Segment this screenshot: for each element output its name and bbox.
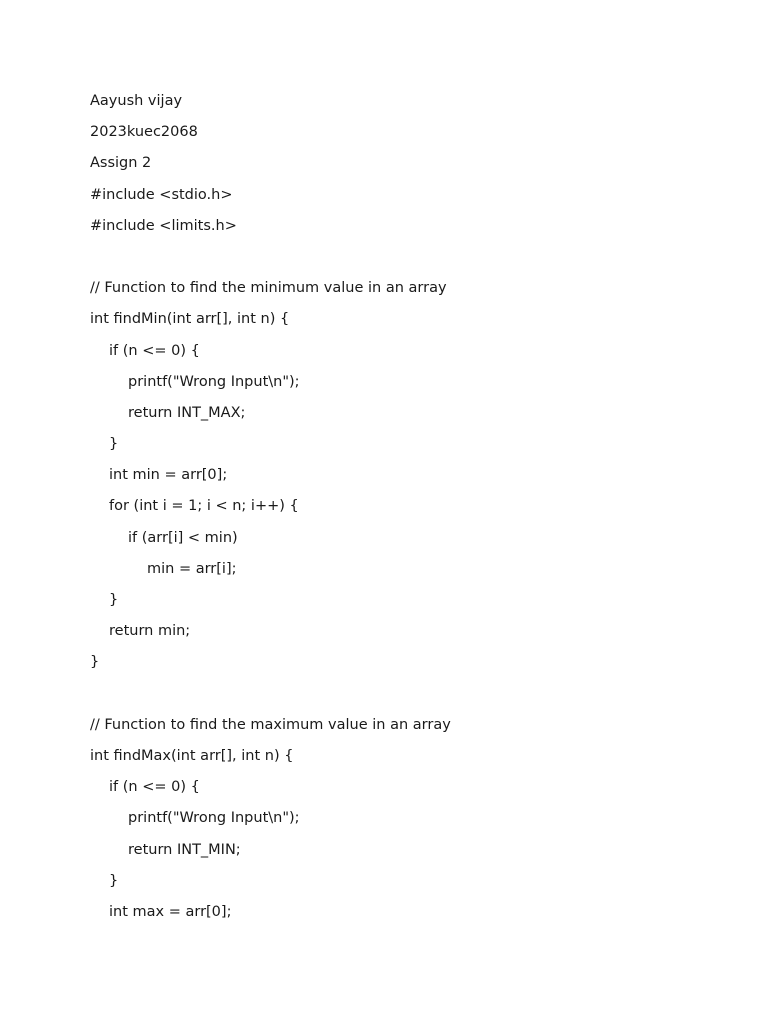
- document-body: [90, 86, 730, 928]
- code-line: int findMax(int arr[], int n) {: [90, 747, 294, 764]
- assignment-title: Assign 2: [90, 155, 152, 172]
- code-line: return INT_MAX;: [128, 404, 246, 421]
- code-line: return INT_MIN;: [128, 841, 241, 858]
- blank-line: [90, 242, 730, 273]
- code-line: // Function to find the minimum value in an array: [90, 280, 447, 297]
- code-line: printf("Wrong Input\n");: [128, 373, 300, 390]
- code-line: int findMin(int arr[], int n) {: [90, 311, 290, 328]
- code-line: int max = arr[0];: [109, 903, 232, 920]
- code-line: return min;: [109, 623, 191, 640]
- code-line: #include <stdio.h>: [90, 186, 233, 203]
- code-line: min = arr[i];: [147, 560, 237, 577]
- code-line: }: [109, 872, 119, 889]
- code-line: if (arr[i] < min): [128, 529, 238, 546]
- code-line: }: [90, 654, 100, 671]
- code-line: // Function to find the maximum value in an array: [90, 716, 451, 733]
- code-line: if (n <= 0) {: [109, 342, 200, 359]
- code-line: }: [109, 592, 119, 608]
- code-line: for (int i = 1; i < n; i++) {: [109, 498, 299, 515]
- code-line: #include <limits.h>: [90, 217, 237, 234]
- code-line: if (n <= 0) {: [109, 779, 200, 796]
- code-line: printf("Wrong Input\n");: [128, 810, 300, 827]
- code-line: int min = arr[0];: [109, 467, 228, 484]
- code-line: }: [109, 436, 119, 453]
- blank-line: [90, 679, 730, 710]
- author-name: Aayush vijay: [90, 93, 183, 109]
- code-block: [90, 180, 730, 929]
- roll-number: 2023kuec2068: [90, 124, 198, 141]
